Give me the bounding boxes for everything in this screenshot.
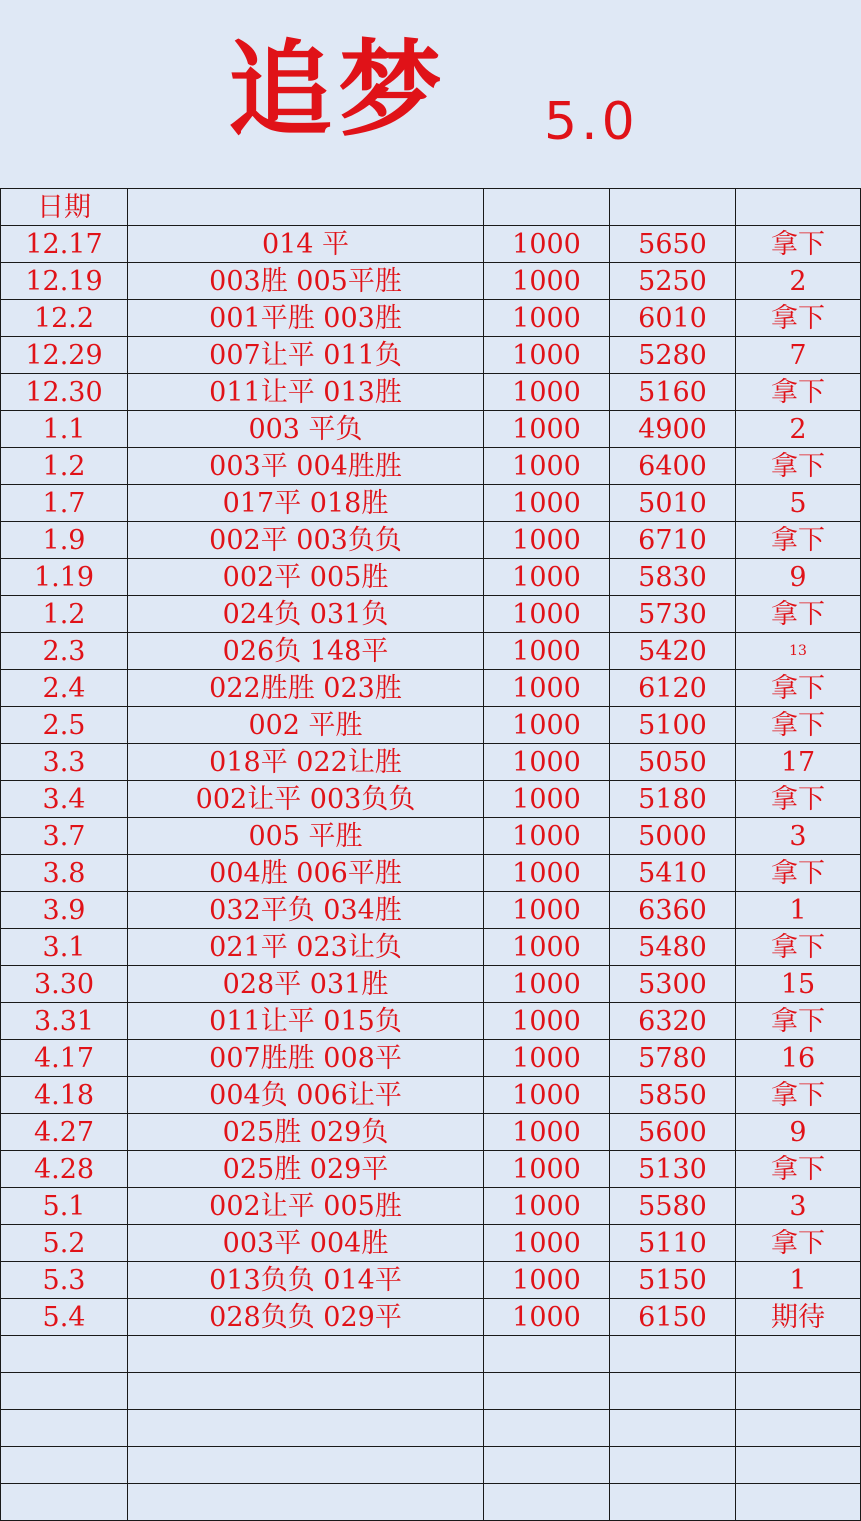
cell-result: 3: [736, 1188, 861, 1225]
cell-picks: 014 平: [128, 226, 484, 263]
cell-stake: [484, 1484, 610, 1521]
cell-result: 9: [736, 559, 861, 596]
cell-payout: 6320: [610, 1003, 736, 1040]
cell-date: 1.2: [1, 596, 128, 633]
cell-result: 2: [736, 411, 861, 448]
cell-stake: 1000: [484, 744, 610, 781]
cell-picks: 025胜 029平: [128, 1151, 484, 1188]
cell-result: 1: [736, 892, 861, 929]
cell-date: [1, 1447, 128, 1484]
cell-stake: 1000: [484, 966, 610, 1003]
cell-payout: 5600: [610, 1114, 736, 1151]
cell-date: 2.4: [1, 670, 128, 707]
table-row: [1, 226, 861, 263]
page-header: [0, 0, 861, 188]
cell-date: [1, 1336, 128, 1373]
cell-payout: [610, 1410, 736, 1447]
cell-result: 拿下: [736, 929, 861, 966]
cell-payout: 5130: [610, 1151, 736, 1188]
cell-payout: [610, 1373, 736, 1410]
cell-picks: 007让平 011负: [128, 337, 484, 374]
cell-payout: 5850: [610, 1077, 736, 1114]
cell-result: 拿下: [736, 1225, 861, 1262]
cell-payout: 5830: [610, 559, 736, 596]
cell-payout: 5650: [610, 226, 736, 263]
cell-stake: 1000: [484, 1225, 610, 1262]
cell-result: 期待: [736, 1299, 861, 1336]
cell-stake: 1000: [484, 448, 610, 485]
cell-picks: 017平 018胜: [128, 485, 484, 522]
cell-date: 4.27: [1, 1114, 128, 1151]
cell-picks: 025胜 029负: [128, 1114, 484, 1151]
cell-result: 拿下: [736, 448, 861, 485]
cell-stake: 1000: [484, 670, 610, 707]
cell-date: 3.30: [1, 966, 128, 1003]
cell-result: 拿下: [736, 855, 861, 892]
table-row: [1, 929, 861, 966]
cell-stake: 1000: [484, 855, 610, 892]
cell-stake: 1000: [484, 411, 610, 448]
header-payout: [610, 189, 736, 226]
cell-stake: [484, 1447, 610, 1484]
table-row: [1, 1225, 861, 1262]
cell-result: 13: [736, 633, 861, 670]
cell-date: 5.3: [1, 1262, 128, 1299]
cell-result: 拿下: [736, 522, 861, 559]
cell-stake: [484, 1336, 610, 1373]
cell-picks: 011让平 015负: [128, 1003, 484, 1040]
cell-result: [736, 1447, 861, 1484]
cell-date: 5.1: [1, 1188, 128, 1225]
cell-date: 3.8: [1, 855, 128, 892]
cell-stake: 1000: [484, 559, 610, 596]
header-stake: [484, 189, 610, 226]
cell-picks: [128, 1336, 484, 1373]
cell-picks: [128, 1447, 484, 1484]
cell-date: 4.28: [1, 1151, 128, 1188]
cell-payout: 5100: [610, 707, 736, 744]
cell-payout: 5780: [610, 1040, 736, 1077]
header-picks: [128, 189, 484, 226]
cell-date: 12.17: [1, 226, 128, 263]
cell-result: 拿下: [736, 374, 861, 411]
cell-date: 1.1: [1, 411, 128, 448]
cell-payout: 5050: [610, 744, 736, 781]
table-row: [1, 966, 861, 1003]
table-row: [1, 818, 861, 855]
cell-stake: 1000: [484, 1151, 610, 1188]
cell-payout: 5110: [610, 1225, 736, 1262]
table-row: [1, 411, 861, 448]
cell-date: 3.31: [1, 1003, 128, 1040]
cell-stake: 1000: [484, 1299, 610, 1336]
record-table-body: [1, 189, 861, 1521]
table-row: [1, 300, 861, 337]
header-result: [736, 189, 861, 226]
cell-stake: 1000: [484, 522, 610, 559]
table-row: [1, 1040, 861, 1077]
table-row: [1, 1484, 861, 1521]
cell-picks: 004胜 006平胜: [128, 855, 484, 892]
cell-result: 拿下: [736, 781, 861, 818]
cell-result: 1: [736, 1262, 861, 1299]
cell-payout: 5580: [610, 1188, 736, 1225]
cell-date: [1, 1484, 128, 1521]
cell-picks: [128, 1373, 484, 1410]
cell-payout: 5730: [610, 596, 736, 633]
table-row: [1, 1114, 861, 1151]
table-row: [1, 485, 861, 522]
cell-result: 2: [736, 263, 861, 300]
table-header-row: [1, 189, 861, 226]
cell-result: 拿下: [736, 670, 861, 707]
cell-picks: 003平 004胜: [128, 1225, 484, 1262]
cell-picks: 022胜胜 023胜: [128, 670, 484, 707]
cell-stake: 1000: [484, 818, 610, 855]
table-row: [1, 448, 861, 485]
cell-stake: 1000: [484, 300, 610, 337]
table-row: [1, 744, 861, 781]
cell-payout: 5010: [610, 485, 736, 522]
cell-result: 拿下: [736, 707, 861, 744]
cell-date: 5.2: [1, 1225, 128, 1262]
cell-result: 17: [736, 744, 861, 781]
cell-picks: 032平负 034胜: [128, 892, 484, 929]
cell-result: [736, 1484, 861, 1521]
cell-picks: [128, 1484, 484, 1521]
cell-date: 1.7: [1, 485, 128, 522]
cell-stake: 1000: [484, 485, 610, 522]
cell-stake: 1000: [484, 707, 610, 744]
cell-payout: 5280: [610, 337, 736, 374]
cell-stake: 1000: [484, 263, 610, 300]
cell-stake: 1000: [484, 1262, 610, 1299]
cell-stake: 1000: [484, 1003, 610, 1040]
cell-date: 12.30: [1, 374, 128, 411]
table-row: [1, 670, 861, 707]
cell-payout: 6010: [610, 300, 736, 337]
cell-payout: 5160: [610, 374, 736, 411]
cell-date: 5.4: [1, 1299, 128, 1336]
cell-payout: 6120: [610, 670, 736, 707]
cell-stake: 1000: [484, 596, 610, 633]
table-row: [1, 633, 861, 670]
table-row: [1, 559, 861, 596]
table-row: [1, 1262, 861, 1299]
cell-date: 1.2: [1, 448, 128, 485]
table-row: [1, 892, 861, 929]
cell-date: 3.4: [1, 781, 128, 818]
cell-payout: 4900: [610, 411, 736, 448]
header-date: 日期: [1, 189, 128, 226]
cell-result: 3: [736, 818, 861, 855]
cell-picks: 002让平 003负负: [128, 781, 484, 818]
table-row: [1, 374, 861, 411]
cell-payout: 5300: [610, 966, 736, 1003]
table-row: [1, 522, 861, 559]
cell-stake: 1000: [484, 1077, 610, 1114]
table-row: [1, 1151, 861, 1188]
cell-picks: 018平 022让胜: [128, 744, 484, 781]
cell-result: 9: [736, 1114, 861, 1151]
table-row: [1, 1410, 861, 1447]
cell-stake: 1000: [484, 892, 610, 929]
cell-payout: 6710: [610, 522, 736, 559]
cell-result: [736, 1373, 861, 1410]
cell-result: 拿下: [736, 596, 861, 633]
table-row: [1, 337, 861, 374]
table-row: [1, 1373, 861, 1410]
cell-result: 15: [736, 966, 861, 1003]
cell-stake: 1000: [484, 929, 610, 966]
cell-date: 4.18: [1, 1077, 128, 1114]
cell-picks: 026负 148平: [128, 633, 484, 670]
cell-stake: 1000: [484, 337, 610, 374]
cell-payout: 5180: [610, 781, 736, 818]
table-row: [1, 855, 861, 892]
cell-date: 12.19: [1, 263, 128, 300]
version-label: 5.0: [544, 92, 639, 152]
cell-picks: 002平 003负负: [128, 522, 484, 559]
cell-picks: 001平胜 003胜: [128, 300, 484, 337]
record-table: [0, 188, 861, 1521]
cell-picks: 011让平 013胜: [128, 374, 484, 411]
cell-payout: [610, 1447, 736, 1484]
cell-date: 3.1: [1, 929, 128, 966]
cell-result: [736, 1410, 861, 1447]
cell-stake: 1000: [484, 633, 610, 670]
cell-date: 1.9: [1, 522, 128, 559]
cell-payout: 5000: [610, 818, 736, 855]
table-row: [1, 1003, 861, 1040]
cell-payout: 5250: [610, 263, 736, 300]
table-row: [1, 1447, 861, 1484]
cell-payout: 6150: [610, 1299, 736, 1336]
cell-stake: 1000: [484, 781, 610, 818]
cell-result: 拿下: [736, 1077, 861, 1114]
cell-stake: 1000: [484, 1114, 610, 1151]
cell-stake: [484, 1410, 610, 1447]
cell-date: 3.3: [1, 744, 128, 781]
cell-date: [1, 1410, 128, 1447]
cell-picks: 003平 004胜胜: [128, 448, 484, 485]
cell-result: [736, 1336, 861, 1373]
cell-payout: 6360: [610, 892, 736, 929]
cell-result: 拿下: [736, 300, 861, 337]
cell-picks: 003 平负: [128, 411, 484, 448]
table-row: [1, 1299, 861, 1336]
cell-picks: 013负负 014平: [128, 1262, 484, 1299]
table-row: [1, 596, 861, 633]
cell-date: 12.29: [1, 337, 128, 374]
cell-payout: 5420: [610, 633, 736, 670]
cell-picks: 003胜 005平胜: [128, 263, 484, 300]
cell-date: 4.17: [1, 1040, 128, 1077]
cell-picks: 005 平胜: [128, 818, 484, 855]
cell-stake: 1000: [484, 374, 610, 411]
cell-date: 3.7: [1, 818, 128, 855]
cell-result: 拿下: [736, 1003, 861, 1040]
cell-picks: 028平 031胜: [128, 966, 484, 1003]
cell-picks: 002平 005胜: [128, 559, 484, 596]
cell-date: 2.3: [1, 633, 128, 670]
cell-payout: 5410: [610, 855, 736, 892]
cell-picks: 021平 023让负: [128, 929, 484, 966]
cell-stake: [484, 1373, 610, 1410]
table-row: [1, 1336, 861, 1373]
table-row: [1, 263, 861, 300]
cell-result: 拿下: [736, 1151, 861, 1188]
cell-stake: 1000: [484, 226, 610, 263]
cell-picks: 002让平 005胜: [128, 1188, 484, 1225]
cell-result: 7: [736, 337, 861, 374]
cell-date: 12.2: [1, 300, 128, 337]
cell-payout: 6400: [610, 448, 736, 485]
cell-picks: 028负负 029平: [128, 1299, 484, 1336]
cell-payout: [610, 1336, 736, 1373]
cell-picks: 004负 006让平: [128, 1077, 484, 1114]
cell-picks: 002 平胜: [128, 707, 484, 744]
cell-stake: 1000: [484, 1040, 610, 1077]
cell-date: 3.9: [1, 892, 128, 929]
cell-result: 16: [736, 1040, 861, 1077]
cell-stake: 1000: [484, 1188, 610, 1225]
cell-result: 拿下: [736, 226, 861, 263]
cell-picks: 007胜胜 008平: [128, 1040, 484, 1077]
table-row: [1, 1188, 861, 1225]
cell-result: 5: [736, 485, 861, 522]
table-row: [1, 707, 861, 744]
table-row: [1, 1077, 861, 1114]
table-row: [1, 781, 861, 818]
cell-payout: [610, 1484, 736, 1521]
cell-payout: 5480: [610, 929, 736, 966]
cell-picks: [128, 1410, 484, 1447]
cell-date: 1.19: [1, 559, 128, 596]
cell-picks: 024负 031负: [128, 596, 484, 633]
page-title: 追梦: [228, 29, 449, 151]
cell-date: 2.5: [1, 707, 128, 744]
cell-date: [1, 1373, 128, 1410]
cell-payout: 5150: [610, 1262, 736, 1299]
